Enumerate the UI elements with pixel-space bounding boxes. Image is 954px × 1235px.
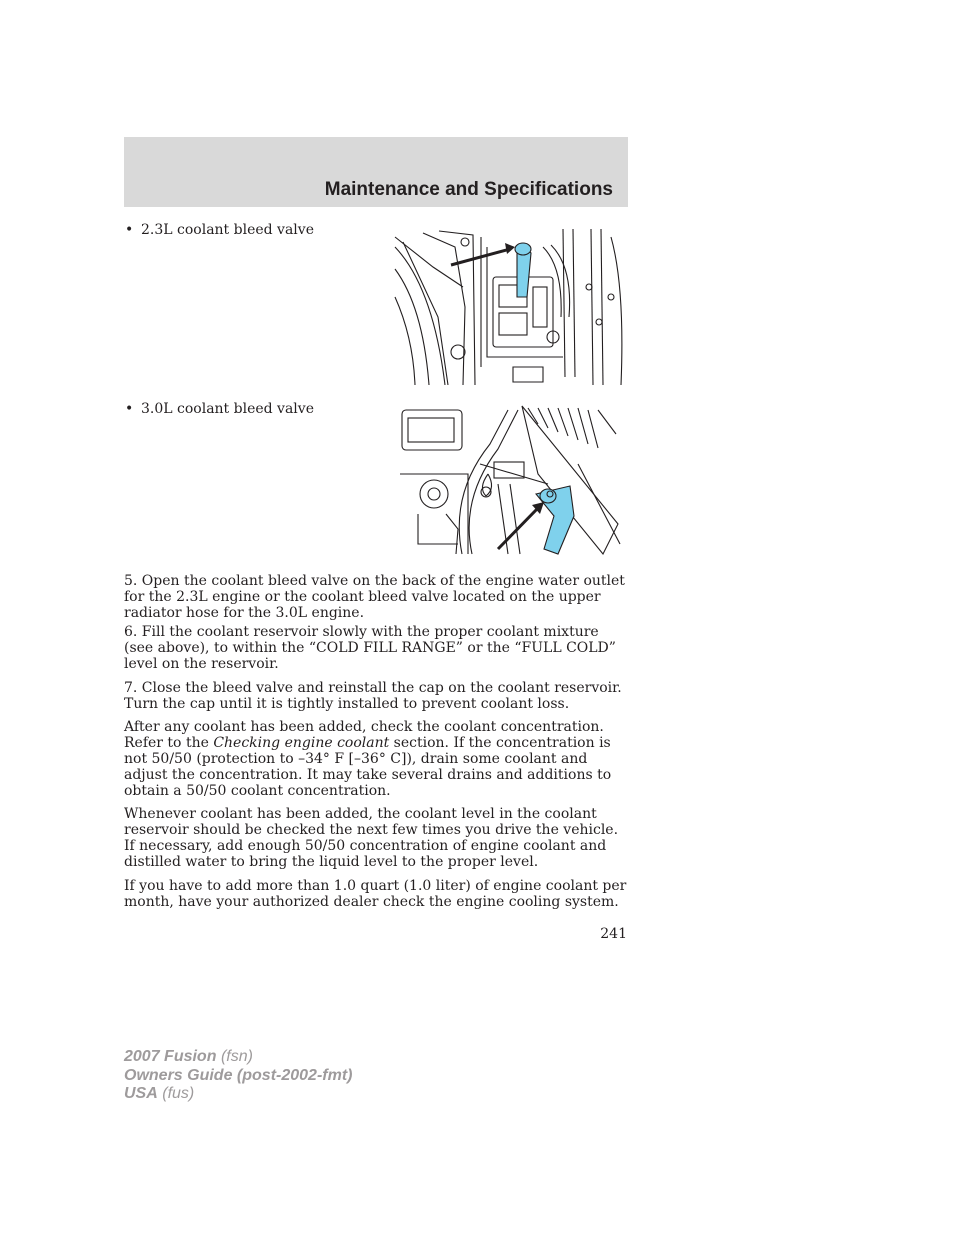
footer-market-code: (fus): [162, 1085, 195, 1102]
document-footer: [124, 1048, 352, 1104]
engine-30l-bleed-valve-illustration: [398, 404, 623, 561]
section-reference: Checking engine coolant: [213, 735, 390, 751]
footer-line-guide: [124, 1067, 352, 1086]
paragraph-text: section. If the concentration is not 50/50 (protection to –34° F [–36° C]), drain some coolant and adjust the concentration. It may take several drains and additions to obtain a 50/50 coolant concentration.: [124, 735, 612, 799]
footer-guide: Owners Guide (post-2002-fmt): [124, 1066, 353, 1084]
bullet-icon: •: [125, 401, 134, 417]
dealer-paragraph: [124, 878, 630, 910]
footer-line-market: [124, 1085, 352, 1104]
check-level-paragraph: [124, 806, 630, 870]
section-title: Maintenance and Specifications: [324, 179, 613, 200]
step-text: 7. Close the bleed valve and reinstall the cap on the coolant reservoir. Turn the cap until it is tightly installed to prevent coolant loss.: [124, 680, 622, 712]
step-text: 5. Open the coolant bleed valve on the back of the engine water outlet for the 2.3L engine or the coolant bleed valve located on the upper radiator hose for the 3.0L engine.: [124, 573, 625, 621]
step-5: [124, 573, 630, 621]
bullet-icon: •: [125, 222, 134, 238]
caption-text: 3.0L coolant bleed valve: [141, 401, 314, 417]
footer-market: USA: [124, 1085, 158, 1102]
caption-text: 2.3L coolant bleed valve: [141, 222, 314, 238]
step-text: 6. Fill the coolant reservoir slowly with the proper coolant mixture (see above), to within the “COLD FILL RANGE” or the “FULL COLD” level on the reservoir.: [124, 624, 616, 672]
footer-model: 2007 Fusion: [124, 1048, 217, 1065]
footer-line-model: [124, 1048, 352, 1067]
step-6: [124, 624, 630, 672]
concentration-paragraph: [124, 719, 630, 799]
page-number: 241: [600, 926, 627, 942]
figure-caption-30l: [125, 401, 314, 417]
paragraph-text: Whenever coolant has been added, the coolant level in the coolant reservoir should be checked the next few times you drive the vehicle. If necessary, add enough 50/50 concentration of engine coolant and distilled water to bring the liquid level to the proper level.: [124, 806, 619, 870]
engine-23l-bleed-valve-illustration: [393, 227, 628, 385]
footer-model-code: (fsn): [220, 1048, 253, 1065]
figure-caption-23l: [125, 222, 314, 238]
paragraph-text: After any coolant has been added, check the coolant concentration. Refer to the: [124, 719, 604, 751]
paragraph-text: If you have to add more than 1.0 quart (1.0 liter) of engine coolant per month, have your authorized dealer check the engine cooling system.: [124, 878, 627, 910]
step-7: [124, 680, 630, 712]
section-header: [124, 137, 628, 207]
